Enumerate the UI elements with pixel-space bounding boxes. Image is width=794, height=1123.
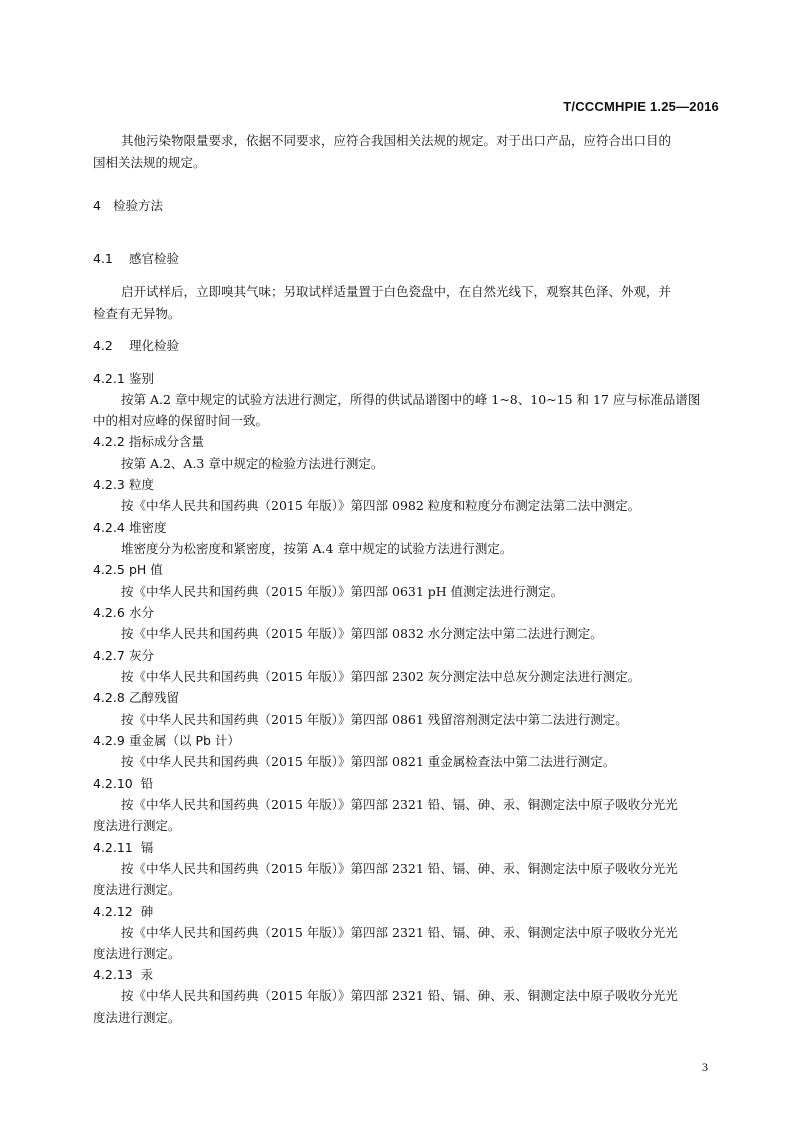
section-number: 4.2.9 [93,733,125,748]
section-4-2-11-line-2: 度法进行测定。 [93,882,181,897]
intro-line-1: 其他污染物限量要求，依据不同要求，应符合我国相关法规的规定。对于出口产品，应符合出口目的 [121,133,672,148]
section-title: 感官检验 [129,251,180,266]
section-number: 4.2.11 [93,840,133,855]
section-number: 4.2.13 [93,967,133,982]
section-4-2-2-line-1: 按第 A.2、A.3 章中规定的检验方法进行测定。 [121,456,384,471]
section-title: 堆密度 [129,520,167,535]
section-number: 4.2.5 [93,562,125,577]
section-4-2-11-line-1: 按《中华人民共和国药典（2015 年版）》第四部 2321 铅、镉、砷、汞、铜测定法中原子吸收分光光 [121,861,678,876]
section-4-2-12-line-2: 度法进行测定。 [93,946,181,961]
section-title: 乙醇残留 [129,690,180,705]
section-4-2-13-line-2: 度法进行测定。 [93,1010,181,1025]
section-4-2-5-line-1: 按《中华人民共和国药典（2015 年版）》第四部 0631 pH 值测定法进行测定。 [121,584,564,599]
section-4-1-line-2: 检查有无异物。 [93,306,181,321]
section-number: 4.2.4 [93,520,125,535]
section-title: 水分 [129,605,155,620]
section-4-2-10-heading [93,773,153,795]
section-4-2-1-line-1: 按第 A.2 章中规定的试验方法进行测定，所得的供试品谱图中的峰 1~8、10~15 和 17 应与标准品谱图 [121,392,701,407]
section-title: 检验方法 [113,198,164,213]
section-4-2-12-line-1: 按《中华人民共和国药典（2015 年版）》第四部 2321 铅、镉、砷、汞、铜测定法中原子吸收分光光 [121,925,678,940]
section-4-2-7-heading [93,645,154,667]
section-4-2-5-heading [93,559,163,581]
section-title: 汞 [140,967,154,982]
page-number: 3 [702,1060,708,1074]
section-4-2-12-heading [93,901,153,923]
section-title: 灰分 [129,648,155,663]
section-4-2-6-line-1: 按《中华人民共和国药典（2015 年版）》第四部 0832 水分测定法中第二法进行测定。 [121,626,603,641]
section-number: 4.2.6 [93,605,125,620]
section-number: 4.1 [93,251,113,266]
section-4-1-heading [93,248,179,270]
section-4-2-4-line-1: 堆密度分为松密度和紧密度，按第 A.4 章中规定的试验方法进行测定。 [121,541,513,556]
section-number: 4.2.7 [93,648,125,663]
section-title: 镉 [140,840,154,855]
section-title: 铅 [140,776,154,791]
section-title: 指标成分含量 [129,434,205,449]
section-4-2-heading [93,335,179,357]
section-4-2-7-line-1: 按《中华人民共和国药典（2015 年版）》第四部 2302 灰分测定法中总灰分测定法进行测定。 [121,669,641,684]
section-4-heading [93,195,163,217]
document-code: T/CCCMHPIE 1.25—2016 [563,99,719,114]
section-title: 鉴别 [129,371,155,386]
section-4-2-11-heading [93,837,153,859]
section-4-2-3-line-1: 按《中华人民共和国药典（2015 年版）》第四部 0982 粒度和粒度分布测定法第二法中测定。 [121,498,641,513]
section-4-2-9-line-1: 按《中华人民共和国药典（2015 年版）》第四部 0821 重金属检查法中第二法进行测定。 [121,754,616,769]
section-number: 4.2.12 [93,904,133,919]
section-title: 砷 [140,904,154,919]
section-number: 4.2.10 [93,776,133,791]
section-number: 4 [93,198,101,213]
intro-line-2: 国相关法规的规定。 [93,155,206,170]
section-4-2-6-heading [93,602,154,624]
section-4-2-3-heading [93,474,154,496]
section-4-2-10-line-1: 按《中华人民共和国药典（2015 年版）》第四部 2321 铅、镉、砷、汞、铜测定法中原子吸收分光光 [121,797,678,812]
section-number: 4.2.3 [93,477,125,492]
section-title: 理化检验 [129,338,180,353]
section-4-2-8-heading [93,687,179,709]
section-4-2-13-line-1: 按《中华人民共和国药典（2015 年版）》第四部 2321 铅、镉、砷、汞、铜测定法中原子吸收分光光 [121,988,678,1003]
section-4-2-9-heading [93,730,240,752]
section-4-2-1-heading [93,368,154,390]
section-4-2-13-heading [93,964,153,986]
section-4-2-4-heading [93,517,167,539]
section-4-2-1-line-2: 中的相对应峰的保留时间一致。 [93,413,269,428]
section-number: 4.2.8 [93,690,125,705]
section-title: 粒度 [129,477,155,492]
section-title: pH 值 [129,562,163,577]
section-4-2-2-heading [93,431,204,453]
section-4-1-line-1: 启开试样后，立即嗅其气味；另取试样适量置于白色瓷盘中，在自然光线下，观察其色泽、外观，并 [121,284,672,299]
section-4-2-8-line-1: 按《中华人民共和国药典（2015 年版）》第四部 0861 残留溶剂测定法中第二法进行测定。 [121,712,628,727]
section-number: 4.2.1 [93,371,125,386]
section-number: 4.2.2 [93,434,125,449]
section-4-2-10-line-2: 度法进行测定。 [93,818,181,833]
section-number: 4.2 [93,338,113,353]
section-title: 重金属（以 Pb 计） [129,733,240,748]
